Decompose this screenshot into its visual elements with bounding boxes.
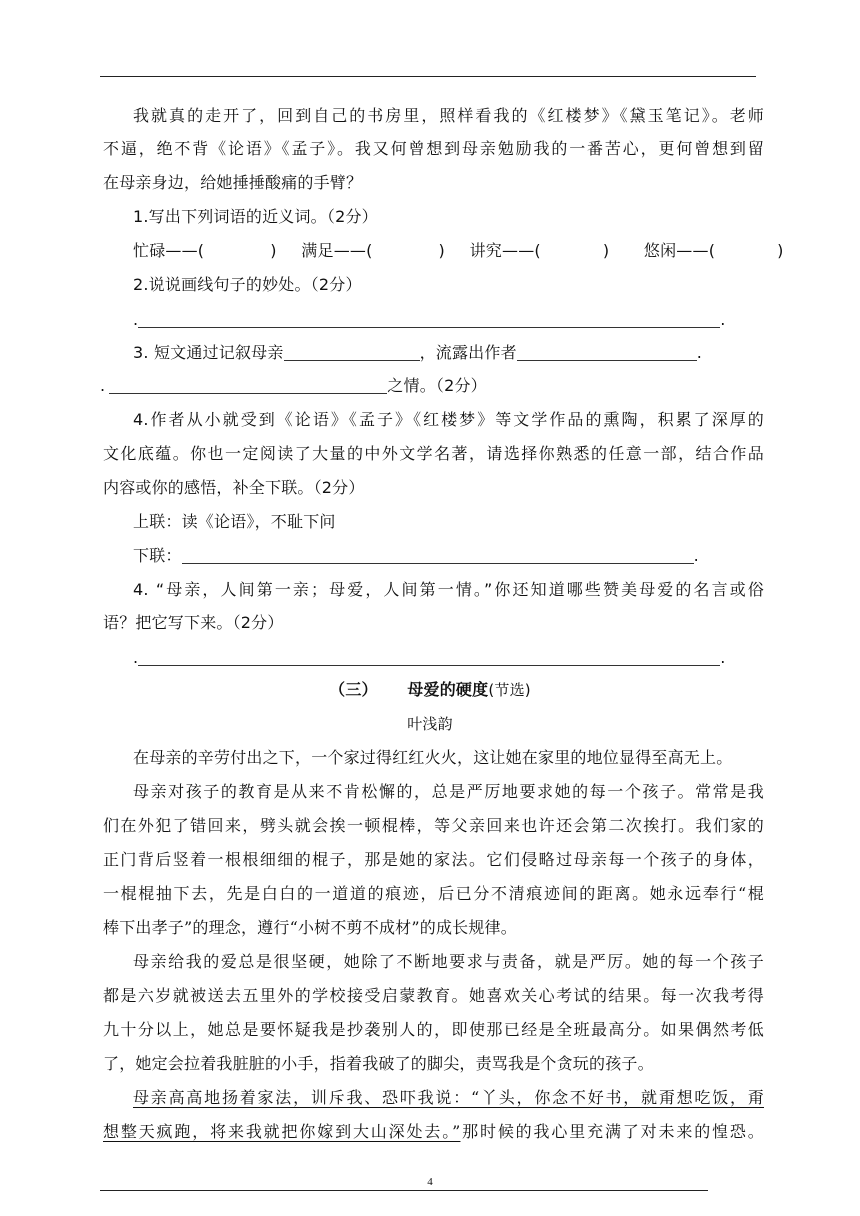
footer-rule [100,1190,708,1191]
passage-line: 一棍棍抽下去，先是白白的一道道的痕迹，后已分不清痕迹间的距离。她永远奉行“棍 [103,884,764,903]
answer-blank[interactable] [138,649,720,666]
section-number: （三） [329,680,378,699]
passage-line: 棒下出孝子”的理念，遵行“小树不剪不成材”的成长规律。 [103,918,517,937]
page-number: 4 [427,1176,433,1188]
passage-line: 我就真的走开了，回到自己的书房里，照样看我的《红楼梦》《黛玉笔记》。老师 [133,106,764,125]
question-3-cont: . 之情。（2分） [100,376,487,395]
answer-blank[interactable] [109,377,387,394]
synonym-item: 讲究——( [469,241,541,260]
passage-line: 在母亲的辛劳付出之下，一个家过得红红火火，这让她在家里的地位显得至高无上。 [133,748,733,767]
passage-line: 都是六岁就被送去五里外的学校接受启蒙教育。她喜欢关心考试的结果。每一次我考得 [103,986,764,1005]
question-4: 文化底蕴。你也一定阅读了大量的中外文学名著，请选择你熟悉的任意一部，结合作品 [103,444,764,463]
question-5: 4. “母亲，人间第一亲；母爱，人间第一情。”你还知道哪些赞美母爱的名言或俗 [133,580,764,599]
section-note: (节选) [488,681,531,699]
answer-blank[interactable] [138,311,720,328]
synonym-item: 满足——( [301,241,373,260]
passage-line: 们在外犯了错回来，劈头就会挨一顿棍棒，等父亲回来也许还会第二次挨打。我们家的 [103,816,764,835]
question-4: 内容或你的感悟，补全下联。（2分） [103,478,365,497]
header-rule [100,76,756,77]
author: 叶浅韵 [407,715,453,733]
couplet-lower: 下联： . [133,546,699,565]
passage-line: 母亲给我的爱总是很坚硬，她除了不断地要求与责备，就是严厉。她的每一个孩子 [133,952,764,971]
underlined-sentence: 想整天疯跑，将来我就把你嫁到大山深处去。” [103,1122,461,1141]
question-1: 1.写出下列词语的近义词。（2分） [133,207,378,226]
passage-line: 九十分以上，她总是要怀疑我是抄袭别人的，即使那已经是全班最高分。如果偶然考低 [103,1020,764,1039]
question-5: 语？把它写下来。（2分） [103,613,284,632]
answer-blank[interactable] [517,344,697,361]
synonym-row: 忙碌——( ) 满足——( ) 讲究——( ) 悠闲——( ) [133,241,784,260]
section-title: 母爱的硬度 [407,680,489,699]
question-4: 4.作者从小就受到《论语》《孟子》《红楼梦》等文学作品的熏陶，积累了深厚的 [133,410,764,429]
couplet-upper: 上联：读《论语》，不耻下问 [133,512,336,531]
answer-line[interactable]: . . [133,648,726,667]
answer-line[interactable]: . . [133,310,726,329]
synonym-item: 悠闲——( [643,241,716,260]
answer-blank[interactable] [284,344,420,361]
passage-line: 想整天疯跑，将来我就把你嫁到大山深处去。”那时候的我心里充满了对未来的惶恐。 [103,1122,764,1141]
synonym-item: 忙碌——( [133,241,205,260]
passage-line: 在母亲身边，给她捶捶酸痛的手臂？ [103,173,363,192]
section-heading [0,673,860,707]
answer-blank[interactable] [182,547,694,564]
underlined-sentence: 母亲高高地扬着家法，训斥我、恐吓我说：“丫头，你念不好书，就甭想吃饭，甭 [133,1088,764,1107]
question-3: 3. 短文通过记叙母亲 ，流露出作者 . [133,343,703,362]
passage-line: 不逼，绝不背《论语》《孟子》。我又何曾想到母亲勉励我的一番苦心，更何曾想到留 [103,139,764,158]
question-2: 2.说说画线句子的妙处。（2分） [133,275,362,294]
passage-line: 母亲对孩子的教育是从来不肯松懈的，总是严厉地要求她的每一个孩子。常常是我 [133,782,764,801]
passage-line: 了，她定会拉着我脏脏的小手，指着我破了的脚尖，责骂我是个贪玩的孩子。 [103,1054,654,1073]
passage-line: 正门背后竖着一根根细细的棍子，那是她的家法。它们侵略过母亲每一个孩子的身体， [103,850,764,869]
